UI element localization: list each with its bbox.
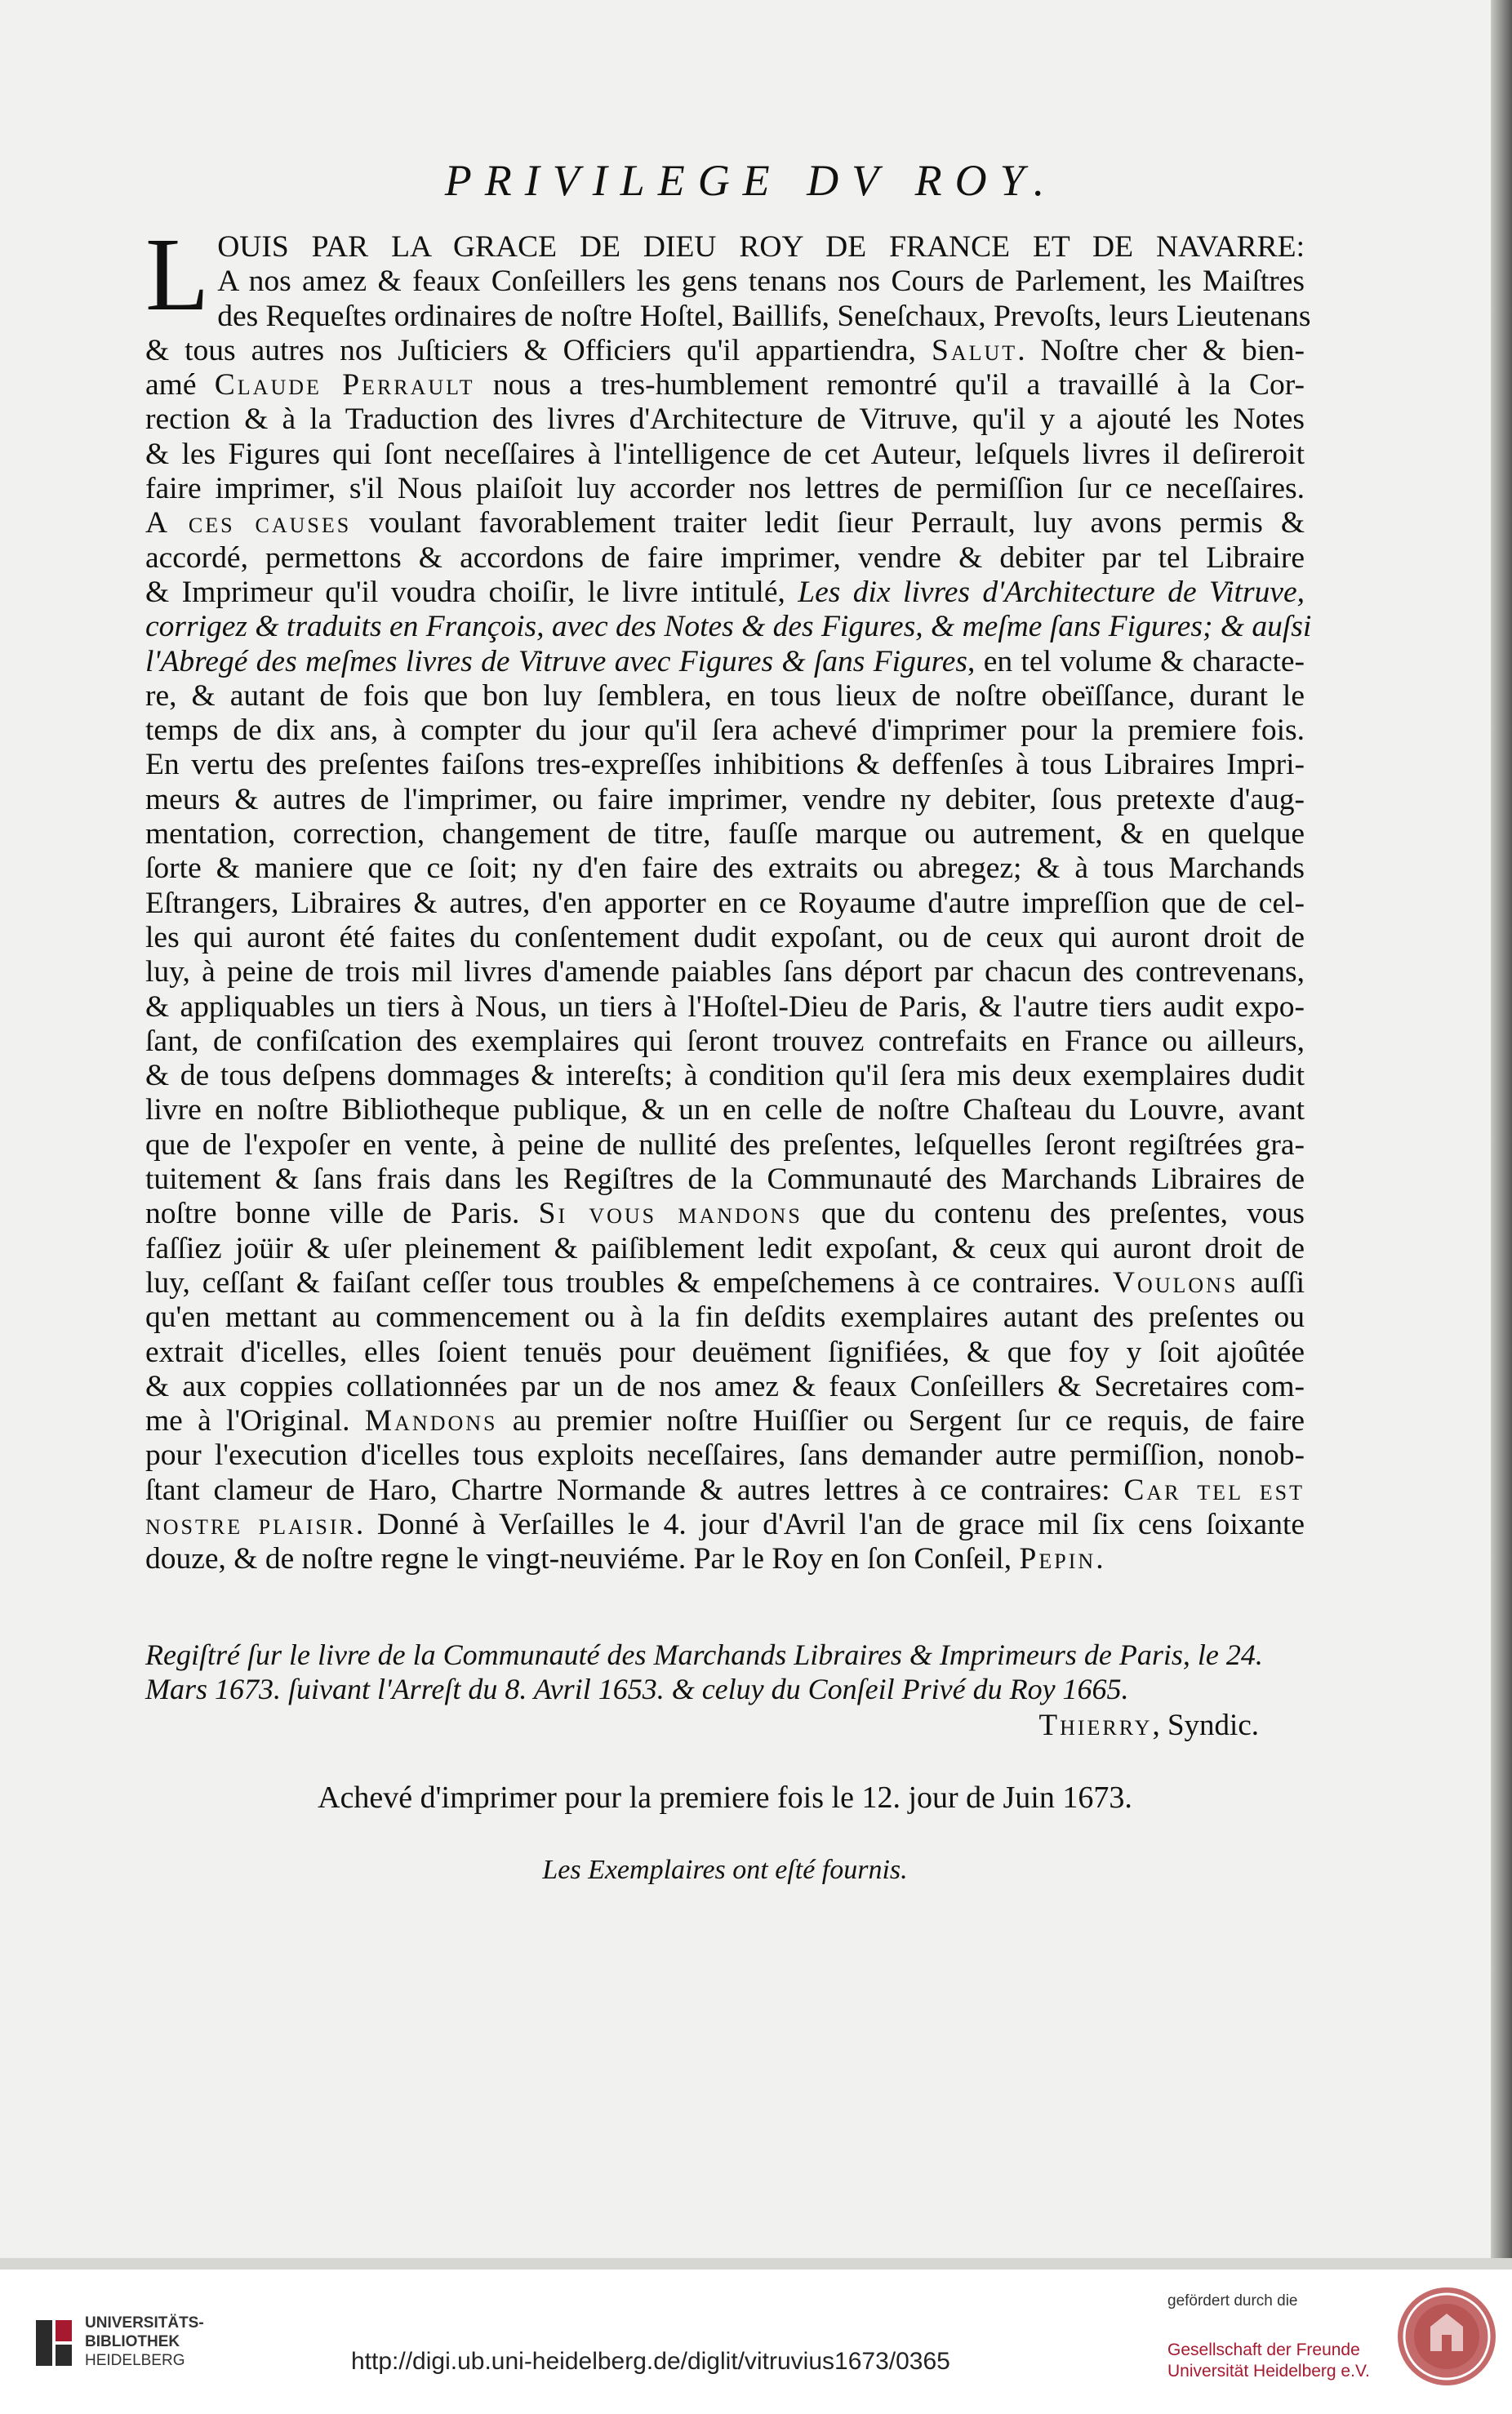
registration-line: Regiſtré ſur le livre de la Communauté des Marchands Libraires & Imprimeurs de Paris, le 24. xyxy=(145,1638,1263,1671)
permalink-url[interactable]: http://digi.ub.uni-heidelberg.de/diglit/vitruvius1673/0365 xyxy=(351,2348,950,2375)
syndic-signature xyxy=(1039,1708,1259,1743)
text-run: pour l'execution d'icelles tous exploits neceſſaires, ſans demander autre permiſſion, nonob- xyxy=(145,1438,1305,1473)
small-caps-run: Claude Perrault xyxy=(214,368,475,402)
registration-line: Mars 1673. ſuivant l'Arreſt du 8. Avril 1653. & celuy du Conſeil Privé du Roy 1665. xyxy=(145,1673,1129,1705)
text-line xyxy=(145,438,1305,472)
text-run: En vertu des preſentes faiſons tres-expreſſes inhibitions & deffenſes à tous Libraires Impri- xyxy=(145,748,1305,782)
small-caps-run: nostre plaisir xyxy=(145,1507,356,1541)
text-line xyxy=(145,921,1305,955)
text-run: meurs & autres de l'imprimer, ou faire imprimer, vendre ny debiter, ſous pretexte d'aug- xyxy=(145,782,1305,816)
text-line xyxy=(145,299,1311,334)
library-logo-icon xyxy=(33,2317,75,2369)
text-run: les qui auront été faites du conſentement dudit expoſant, ou de ceux qui auront droit de xyxy=(145,920,1305,954)
text-run: luy, à peine de trois mil livres d'amende paiables ſans déport par chacun des contrevenans, xyxy=(145,955,1305,989)
text-run: & appliquables un tiers à Nous, un tiers à l'Hoſtel-Dieu de Paris, & l'autre tiers audit expo- xyxy=(145,989,1305,1024)
text-line xyxy=(145,1163,1305,1197)
signature-name: Thierry xyxy=(1038,1709,1153,1742)
text-line xyxy=(145,402,1305,437)
text-run: tuitement & ſans frais dans les Regiſtres de la Communauté des Marchands Libraires de xyxy=(145,1163,1305,1197)
small-caps-run: Mandons xyxy=(364,1404,498,1438)
text-line xyxy=(145,817,1305,851)
text-run: . xyxy=(1096,1542,1104,1576)
text-run: nous a tres-humblement remontré qu'il a travaillé à la Cor- xyxy=(474,368,1305,402)
italic-run: Les dix livres d'Architecture de Vitruve, xyxy=(798,575,1305,609)
text-line xyxy=(145,506,1305,540)
university-seal-icon xyxy=(1396,2286,1497,2387)
page-heading: PRIVILEGE DV ROY. xyxy=(444,156,1058,205)
text-line xyxy=(145,1404,1305,1438)
text-run: livre en noſtre Bibliotheque publique, & un en celle de noſtre Chaſteau du Louvre, avant xyxy=(145,1093,1305,1127)
text-line xyxy=(145,541,1305,576)
signature-title: , Syndic. xyxy=(1152,1709,1259,1742)
text-line xyxy=(145,714,1305,748)
text-line xyxy=(145,1266,1305,1300)
text-run: & de tous deſpens dommages & intereſts; à condition qu'il ſera mis deux exemplaires dudit xyxy=(145,1059,1305,1093)
small-caps-run: Salut xyxy=(932,333,1018,367)
text-line xyxy=(145,610,1312,644)
text-run: amé xyxy=(145,368,215,402)
printing-completion-note: Achevé d'imprimer pour la premiere fois le 12. jour de Juin 1673. xyxy=(318,1780,1132,1815)
text-run: & tous autres nos Juſticiers & Officiers qu'il appartiendra, xyxy=(145,333,932,367)
small-caps-run: Voulons xyxy=(1112,1265,1239,1300)
page-edge-shadow xyxy=(1491,0,1512,2270)
italic-run: l'Abregé des meſmes livres de Vitruve avec Figures & ſans Figures xyxy=(145,644,968,678)
text-line xyxy=(145,1059,1305,1093)
sponsor-intro: gefördert durch die xyxy=(1167,2292,1298,2310)
privilege-body-text xyxy=(145,216,1312,1577)
text-run: temps de dix ans, à compter du jour qu'il ſera achevé d'imprimer pour la premiere fois. xyxy=(145,714,1305,748)
text-line xyxy=(145,851,1305,886)
text-line xyxy=(145,1336,1305,1370)
text-run: qu'en mettant au commencement ou à la fin deſdits exemplaires autant des preſentes ou xyxy=(145,1300,1305,1335)
text-line xyxy=(145,645,1305,679)
text-line xyxy=(145,1508,1305,1542)
text-line xyxy=(145,1197,1305,1231)
text-run: faſſiez joüir & uſer pleinement & paiſiblement ledit expoſant, & ceux qui auront droit de xyxy=(145,1231,1305,1265)
sponsor-name-line: Universität Heidelberg e.V. xyxy=(1167,2362,1370,2381)
text-line xyxy=(145,368,1305,402)
text-line xyxy=(145,955,1305,989)
text-line xyxy=(145,679,1305,714)
library-name-line: UNIVERSITÄTS- xyxy=(85,2314,204,2332)
text-line xyxy=(145,990,1305,1025)
sponsor-name xyxy=(1167,2340,1370,2382)
text-run: voulant favorablement traiter ledit ſieur Perrault, luy avons permis & xyxy=(351,506,1305,540)
italic-run: corrigez & traduits en François, avec des Notes & des Figures, & meſme ſans Figures; & auſsi xyxy=(145,610,1312,644)
text-run: re, & autant de fois que bon luy ſemblera, en tous lieux de noſtre obeïſſance, durant le xyxy=(145,678,1305,713)
text-line xyxy=(145,334,1305,368)
library-city: HEIDELBERG xyxy=(85,2352,185,2369)
text-line xyxy=(145,1093,1305,1127)
copies-delivered-note: Les Exemplaires ont eſté fournis. xyxy=(542,1855,908,1885)
text-line xyxy=(145,265,1305,299)
small-caps-run: Car tel est xyxy=(1123,1473,1305,1507)
text-run: OUIS PAR LA GRACE DE DIEU ROY DE FRANCE ET DE NAVARRE: xyxy=(217,230,1305,264)
text-run: & aux coppies collationnées par un de nos amez & feaux Conſeillers & Secretaires com- xyxy=(145,1369,1305,1403)
text-run: que de l'expoſer en vente, à peine de nullité des preſentes, leſquelles ſeront regiſtrées gra- xyxy=(145,1127,1305,1162)
sponsor-name-line: Gesellschaft der Freunde xyxy=(1167,2341,1360,2359)
page-bottom-edge xyxy=(0,2258,1512,2270)
text-line xyxy=(145,472,1305,506)
text-run: Eſtrangers, Libraires & autres, d'en apporter en ce Royaume d'autre impreſſion que de cel- xyxy=(145,886,1305,920)
text-line xyxy=(145,1474,1305,1508)
text-run: extrait d'icelles, elles ſoient tenuës pour deuëment ſignifiées, & que foy y ſoit ajoûtée xyxy=(145,1335,1305,1369)
text-run: , en tel volume & characte- xyxy=(967,644,1305,678)
text-run: . Donné à Verſailles le 4. jour d'Avril l'an de grace mil ſix cens ſoixante xyxy=(355,1507,1305,1541)
text-run: ſant, de confiſcation des exemplaires qui ſeront trouvez contrefaits en France ou ailleurs, xyxy=(145,1024,1305,1058)
text-run: des Requeſtes ordinaires de noſtre Hoſtel, Baillifs, Seneſchaux, Prevoſts, leurs Lieutenans xyxy=(217,299,1311,333)
text-line xyxy=(145,1025,1305,1059)
text-line xyxy=(145,748,1305,782)
text-run: douze, & de noſtre regne le vingt-neuviéme. Par le Roy en ſon Conſeil, xyxy=(145,1542,1020,1576)
text-run: me à l'Original. xyxy=(145,1404,365,1438)
drop-cap: L xyxy=(145,216,210,332)
text-line xyxy=(145,887,1305,921)
text-run: rection & à la Traduction des livres d'Architecture de Vitruve, qu'il y a ajouté les Notes xyxy=(145,402,1305,437)
small-caps-run: Pepin xyxy=(1019,1542,1096,1576)
text-run: . Noſtre cher & bien- xyxy=(1017,333,1305,367)
library-name-line: BIBLIOTHEK xyxy=(85,2333,180,2350)
text-run: accordé, permettons & accordons de faire imprimer, vendre & debiter par tel Libraire xyxy=(145,540,1305,575)
text-run: ſtant clameur de Haro, Chartre Normande & autres lettres à ce contraires: xyxy=(145,1473,1124,1507)
text-run: mentation, correction, changement de titre, fauſſe marque ou autrement, & en quelque xyxy=(145,817,1305,851)
text-run: luy, ceſſant & faiſant ceſſer tous troubles & empeſchemens à ce contraires. xyxy=(145,1265,1113,1300)
text-line xyxy=(145,783,1305,817)
text-run: noſtre bonne ville de Paris. xyxy=(145,1197,539,1231)
text-line xyxy=(145,1438,1305,1473)
text-line xyxy=(145,1300,1305,1335)
small-caps-run: Si vous mandons xyxy=(538,1197,803,1231)
text-line xyxy=(145,1542,1305,1576)
text-run: faire imprimer, s'il Nous plaiſoit luy accorder nos lettres de permiſſion ſur ce neceſſaires. xyxy=(145,472,1305,506)
text-line xyxy=(145,1128,1305,1163)
text-line xyxy=(145,576,1305,610)
text-run: au premier noſtre Huiſſier ou Sergent ſur ce requis, de faire xyxy=(497,1404,1305,1438)
text-run: & les Figures qui ſont neceſſaires à l'intelligence de cet Auteur, leſquels livres il deſireroit xyxy=(145,437,1305,471)
text-run: A nos amez & feaux Conſeillers les gens tenans nos Cours de Parlement, les Maiſtres xyxy=(217,265,1305,299)
registration-note xyxy=(145,1638,1305,1706)
digitization-footer xyxy=(0,2270,1512,2414)
small-caps-run: A ces causes xyxy=(145,506,352,540)
text-run: & Imprimeur qu'il voudra choiſir, le livre intitulé, xyxy=(145,575,798,609)
text-line xyxy=(145,1370,1305,1404)
text-line xyxy=(145,1232,1305,1266)
text-run: ſorte & maniere que ce ſoit; ny d'en faire des extraits ou abregez; & à tous Marchands xyxy=(145,851,1305,886)
text-line xyxy=(145,230,1305,265)
text-run: auſſi xyxy=(1238,1265,1305,1300)
library-name xyxy=(85,2314,204,2370)
text-run: que du contenu des preſentes, vous xyxy=(802,1197,1305,1231)
